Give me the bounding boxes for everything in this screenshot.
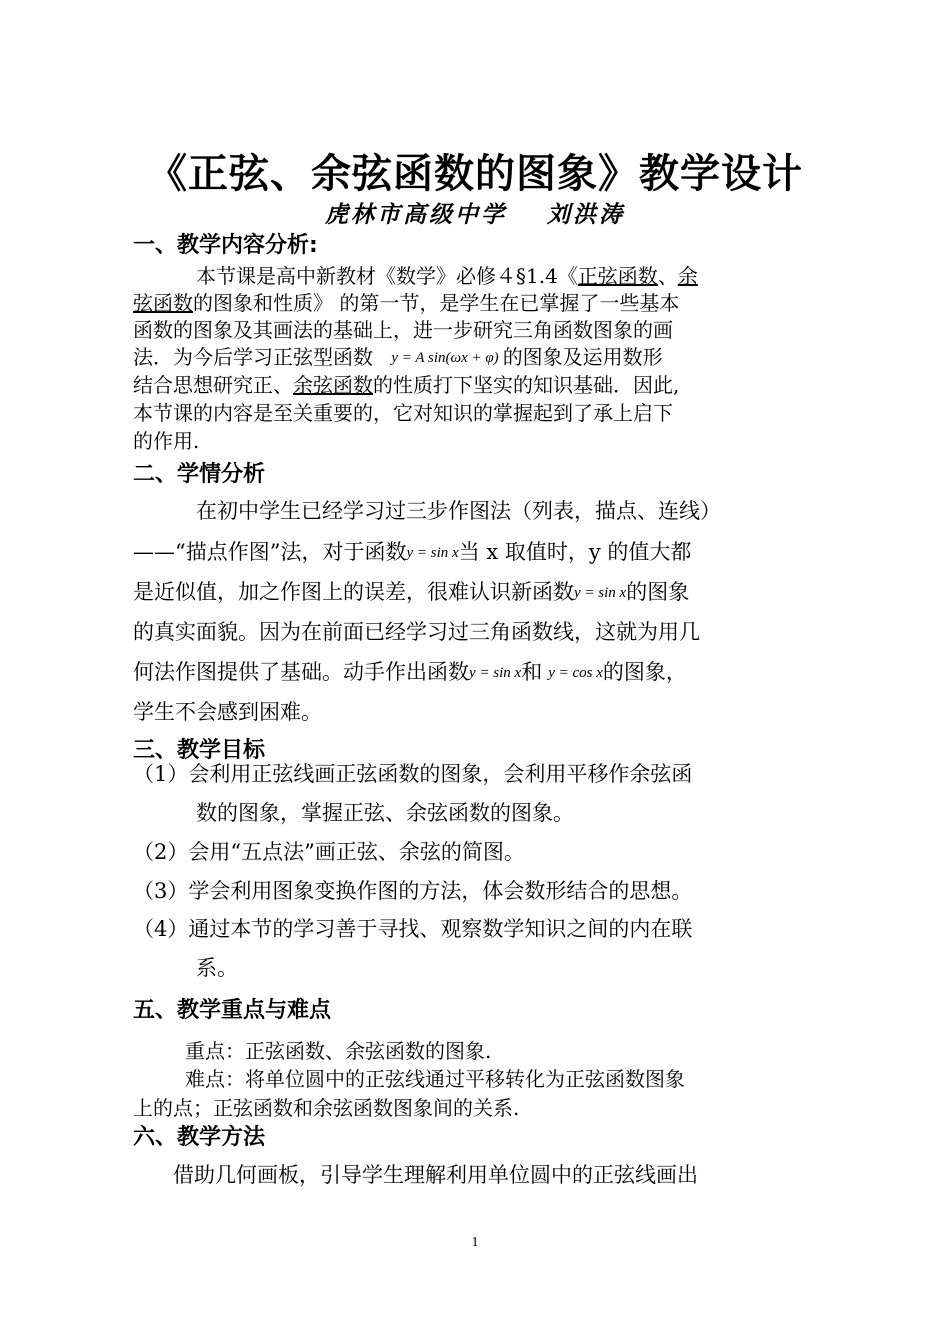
- paragraph-line: 重点：正弦函数、余弦函数的图象.: [185, 1039, 492, 1063]
- paragraph-line: 上的点；正弦函数和余弦函数图象间的关系.: [133, 1096, 520, 1120]
- formula-sin: y = sin x: [469, 665, 522, 681]
- paragraph-line: 是近似值，加之作图上的误差，很难认识新函数y = sin x的图象: [133, 580, 690, 604]
- paragraph-line: 何法作图提供了基础。动手作出函数y = sin x和 y = cos x的图象，: [133, 660, 687, 684]
- paragraph-line: 本节课的内容是至关重要的，它对知识的掌握起到了承上启下: [133, 401, 673, 425]
- document-title: 《正弦、余弦函数的图象》教学设计: [147, 151, 803, 197]
- objective-item: （1）会利用正弦线画正弦函数的图象，会利用平移作余弦函: [133, 762, 693, 786]
- paragraph-line: 结合思想研究正、余弦函数的性质打下坚实的知识基础．因此,: [133, 373, 680, 397]
- section-heading-objectives: 三、教学目标: [133, 738, 266, 763]
- objective-item: （2）会用“五点法”画正弦、余弦的简图。: [133, 840, 525, 864]
- formula-sine-type: y = A sin(ωx + φ): [391, 350, 499, 366]
- formula-sin: y = sin x: [574, 585, 627, 601]
- paragraph-line: 本节课是高中新教材《数学》必修４§1.4《正弦函数、余: [196, 264, 698, 288]
- formula-cos: y = cos x: [548, 665, 603, 681]
- author-name: 刘洪涛: [547, 201, 625, 228]
- paragraph-line: 法．为今后学习正弦型函数 y = A sin(ωx + φ) 的图象及运用数形: [133, 345, 663, 369]
- paragraph-line: 难点：将单位圆中的正弦线通过平移转化为正弦函数图象: [185, 1067, 685, 1091]
- author-line: [0, 196, 950, 229]
- section-heading-methods: 六、教学方法: [133, 1125, 266, 1150]
- paragraph-line: 在初中学生已经学习过三步作图法（列表，描点、连线）: [196, 499, 721, 523]
- paragraph-line: ——“描点作图”法，对于函数y = sin x当 x 取值时，y 的值大都: [133, 540, 692, 564]
- section-heading-content-analysis: 一、教学内容分析:: [133, 233, 318, 258]
- paragraph-line: 的真实面貌。因为在前面已经学习过三角函数线，这就为用几: [133, 620, 700, 644]
- formula-sin: y = sin x: [406, 545, 459, 561]
- paragraph-line: 学生不会感到困难。: [133, 700, 322, 724]
- section-heading-key-points: 五、教学重点与难点: [133, 998, 332, 1023]
- paragraph-line: 借助几何画板，引导学生理解利用单位圆中的正弦线画出: [173, 1163, 698, 1187]
- paragraph-line: 函数的图象及其画法的基础上，进一步研究三角函数图象的画: [133, 318, 673, 342]
- paragraph-line: 弦函数的图象和性质》 的第一节，是学生在已掌握了一些基本: [133, 291, 680, 315]
- section-heading-student-analysis: 二、学情分析: [133, 462, 266, 487]
- objective-item-continued: 数的图象，掌握正弦、余弦函数的图象。: [196, 801, 574, 825]
- paragraph-line: 的作用.: [133, 429, 200, 453]
- author-school: 虎林市高级中学: [325, 201, 507, 228]
- objective-item-continued: 系。: [196, 956, 238, 980]
- page-number: 1: [471, 1235, 479, 1250]
- objective-item: （3）学会利用图象变换作图的方法，体会数形结合的思想。: [133, 879, 693, 903]
- objective-item: （4）通过本节的学习善于寻找、观察数学知识之间的内在联: [133, 917, 693, 941]
